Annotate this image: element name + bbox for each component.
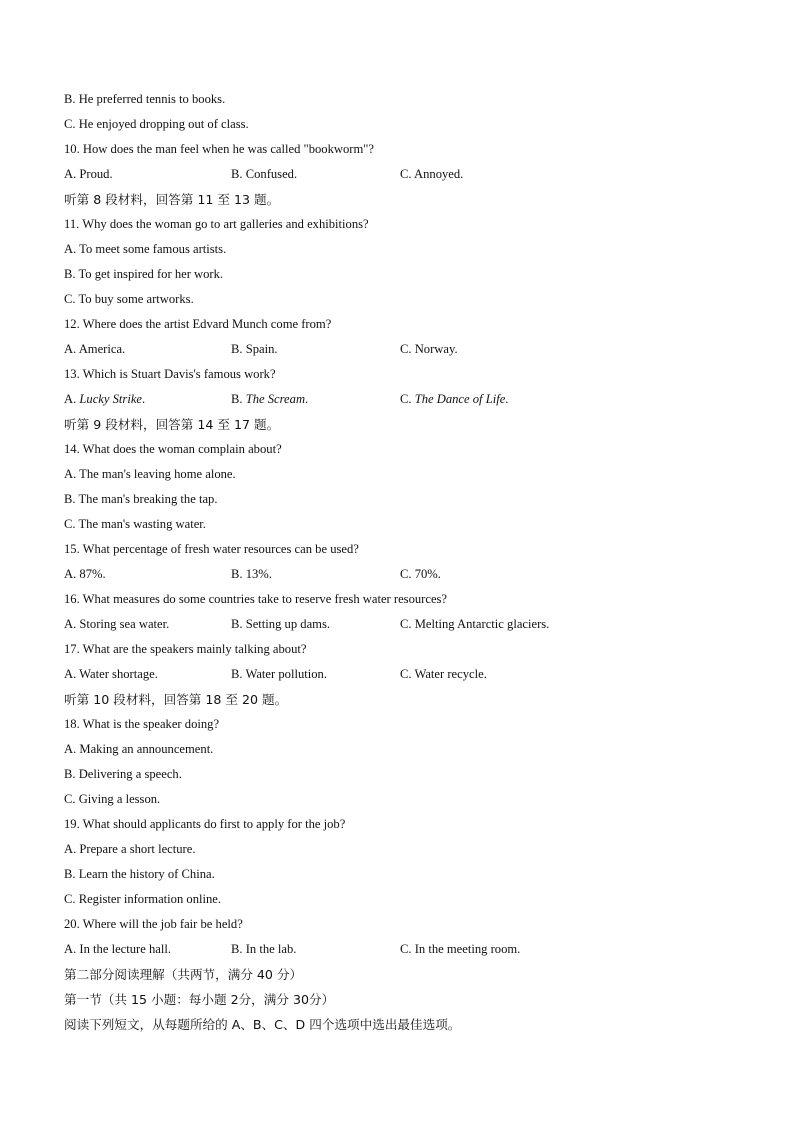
q18-option-a: A. Making an announcement. xyxy=(64,742,214,756)
q10-option-c: C. Annoyed. xyxy=(400,167,464,181)
q14-question: 14. What does the woman complain about? xyxy=(64,442,282,456)
section-1-heading: 第一节（共 15 小题：每小题 2分，满分 30分） xyxy=(64,992,335,1007)
q13-option-b-title: The Scream xyxy=(245,392,306,406)
q13-option-c-title: The Dance of Life xyxy=(414,392,506,406)
section-8-heading: 听第 8 段材料，回答第 11 至 13 题。 xyxy=(64,192,280,207)
q18-option-c: C. Giving a lesson. xyxy=(64,792,161,806)
q12-option-b: B. Spain. xyxy=(231,342,278,356)
q11-option-c: C. To buy some artworks. xyxy=(64,292,194,306)
q13-options xyxy=(64,387,744,412)
q19-option-b: B. Learn the history of China. xyxy=(64,867,215,881)
q13-option-c: C. The Dance of Life. xyxy=(400,392,509,406)
q19-option-c: C. Register information online. xyxy=(64,892,222,906)
q12-question: 12. Where does the artist Edvard Munch come from? xyxy=(64,317,332,331)
q17-option-b: B. Water pollution. xyxy=(231,667,327,681)
q14-option-b: B. The man's breaking the tap. xyxy=(64,492,218,506)
section-10-heading: 听第 10 段材料，回答第 18 至 20 题。 xyxy=(64,692,288,707)
q16-question: 16. What measures do some countries take to reserve fresh water resources? xyxy=(64,592,448,606)
q16-option-a: A. Storing sea water. xyxy=(64,617,170,631)
q15-options xyxy=(64,562,744,587)
q17-question: 17. What are the speakers mainly talking about? xyxy=(64,642,307,656)
q10-option-b: B. Confused. xyxy=(231,167,298,181)
q14-option-a: A. The man's leaving home alone. xyxy=(64,467,236,481)
q13-question: 13. Which is Stuart Davis's famous work? xyxy=(64,367,276,381)
q16-option-b: B. Setting up dams. xyxy=(231,617,331,631)
q11-option-a: A. To meet some famous artists. xyxy=(64,242,227,256)
q15-option-a: A. 87%. xyxy=(64,567,106,581)
q10-options xyxy=(64,162,744,187)
q19-option-a: A. Prepare a short lecture. xyxy=(64,842,196,856)
q17-option-c: C. Water recycle. xyxy=(400,667,487,681)
exam-page xyxy=(64,87,744,1037)
q13-option-b: B. The Scream. xyxy=(231,392,309,406)
q12-option-a: A. America. xyxy=(64,342,126,356)
q15-option-b: B. 13%. xyxy=(231,567,272,581)
q9-option-c: C. He enjoyed dropping out of class. xyxy=(64,117,249,131)
q12-options xyxy=(64,337,744,362)
q20-options xyxy=(64,937,744,962)
q19-question: 19. What should applicants do first to apply for the job? xyxy=(64,817,346,831)
part-2-heading: 第二部分阅读理解（共两节，满分 40 分） xyxy=(64,967,303,982)
q12-option-c: C. Norway. xyxy=(400,342,458,356)
q14-option-c: C. The man's wasting water. xyxy=(64,517,206,531)
q11-option-b: B. To get inspired for her work. xyxy=(64,267,224,281)
q18-option-b: B. Delivering a speech. xyxy=(64,767,182,781)
q20-option-c: C. In the meeting room. xyxy=(400,942,521,956)
q20-question: 20. Where will the job fair be held? xyxy=(64,917,243,931)
q16-option-c: C. Melting Antarctic glaciers. xyxy=(400,617,550,631)
q13-option-a: A. Lucky Strike. xyxy=(64,392,146,406)
q17-options xyxy=(64,662,744,687)
q17-option-a: A. Water shortage. xyxy=(64,667,158,681)
q20-option-a: A. In the lecture hall. xyxy=(64,942,172,956)
q20-option-b: B. In the lab. xyxy=(231,942,297,956)
section-9-heading: 听第 9 段材料，回答第 14 至 17 题。 xyxy=(64,417,280,432)
q13-option-a-title: Lucky Strike xyxy=(79,392,142,406)
q16-options xyxy=(64,612,744,637)
q10-question: 10. How does the man feel when he was called "bookworm"? xyxy=(64,142,374,156)
q15-option-c: C. 70%. xyxy=(400,567,441,581)
q18-question: 18. What is the speaker doing? xyxy=(64,717,220,731)
q10-option-a: A. Proud. xyxy=(64,167,113,181)
reading-instruction: 阅读下列短文，从每题所给的 A、B、C、D 四个选项中选出最佳选项。 xyxy=(64,1017,461,1032)
q15-question: 15. What percentage of fresh water resources can be used? xyxy=(64,542,359,556)
q11-question: 11. Why does the woman go to art galleries and exhibitions? xyxy=(64,217,369,231)
q9-option-b: B. He preferred tennis to books. xyxy=(64,92,226,106)
